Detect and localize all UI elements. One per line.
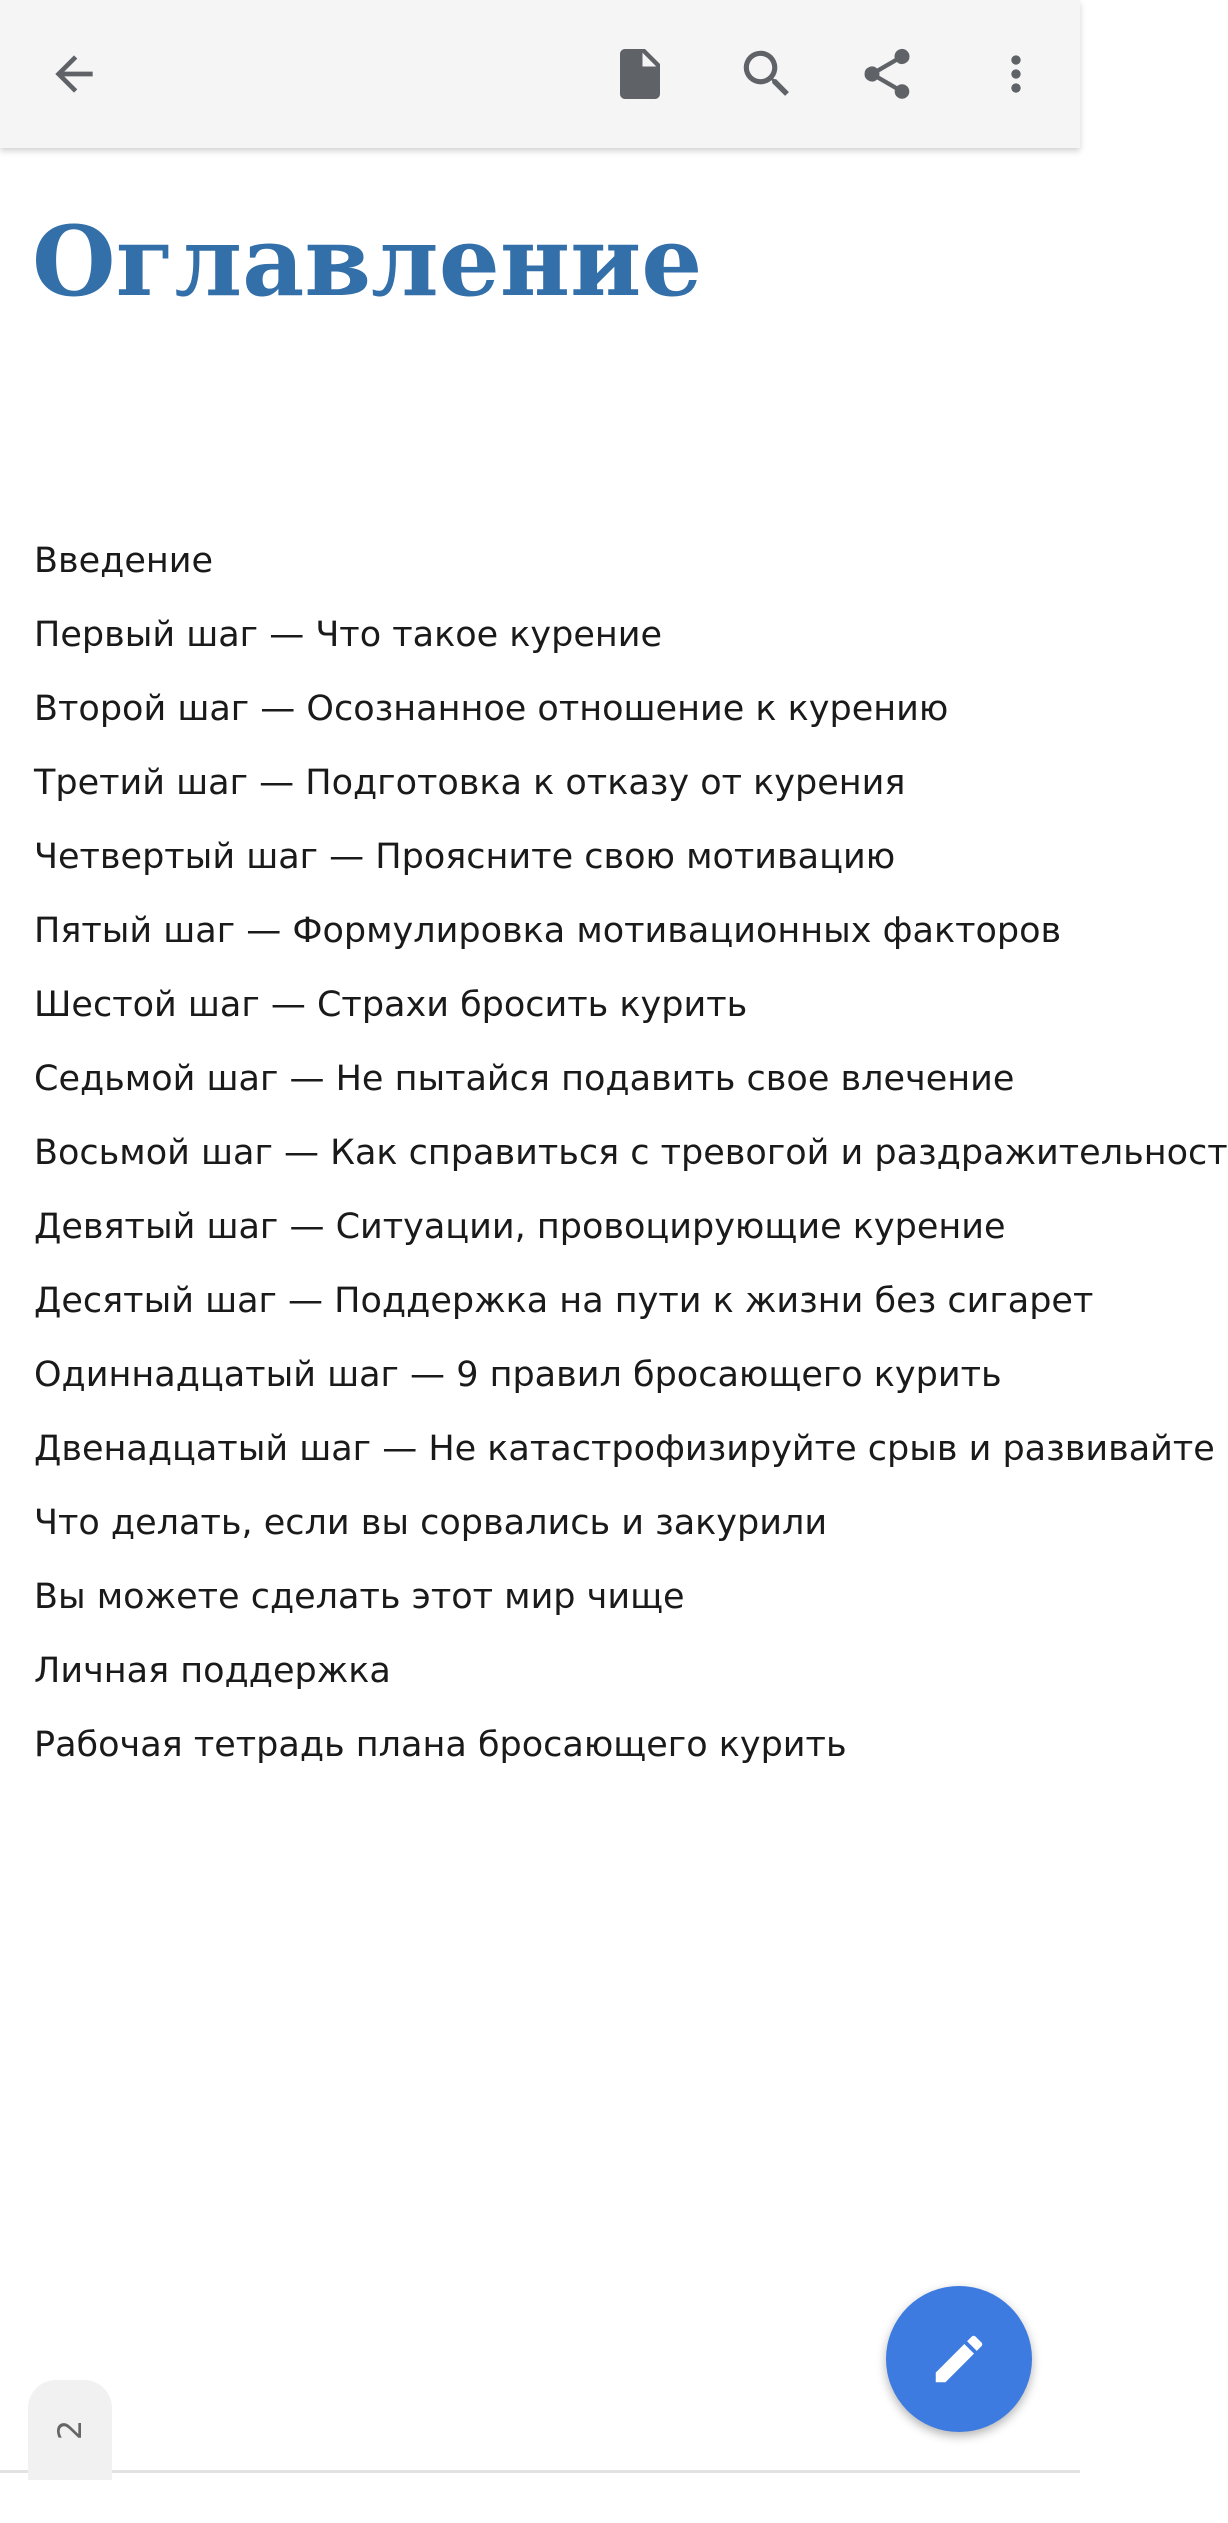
page-title: Оглавление bbox=[32, 205, 703, 318]
toc-item[interactable]: Первый шаг — Что такое курение bbox=[34, 615, 663, 655]
toc-item[interactable]: Введение bbox=[34, 541, 214, 581]
arrow-left-icon bbox=[46, 46, 102, 102]
share-button[interactable] bbox=[837, 24, 937, 124]
toc-item[interactable]: Четвертый шаг — Проясните свою мотивацию bbox=[34, 837, 896, 877]
search-icon bbox=[736, 43, 798, 105]
top-app-bar bbox=[0, 0, 1080, 148]
toc-item[interactable]: Второй шаг — Осознанное отношение к курению bbox=[34, 689, 949, 729]
bottom-edge-bar bbox=[0, 2470, 1080, 2523]
toc-item[interactable]: Пятый шаг — Формулировка мотивационных факторов bbox=[34, 911, 1062, 951]
document-icon bbox=[610, 44, 670, 104]
document-page[interactable] bbox=[0, 150, 1228, 2470]
toc-item[interactable]: Двенадцатый шаг — Не катастрофизируйте срыв и развивайте bbox=[34, 1429, 1215, 1469]
more-vertical-icon bbox=[988, 46, 1044, 102]
table-of-contents bbox=[34, 524, 1228, 1782]
toc-item[interactable]: Десятый шаг — Поддержка на пути к жизни без сигарет bbox=[34, 1281, 1094, 1321]
share-icon bbox=[857, 44, 917, 104]
pencil-icon bbox=[928, 2328, 990, 2390]
document-button[interactable] bbox=[590, 24, 690, 124]
page-number: 2 bbox=[50, 2419, 89, 2441]
more-options-button[interactable] bbox=[966, 24, 1066, 124]
toc-item[interactable]: Вы можете сделать этот мир чище bbox=[34, 1577, 685, 1617]
edit-fab-button[interactable] bbox=[886, 2286, 1032, 2432]
toc-item[interactable]: Одиннадцатый шаг — 9 правил бросающего курить bbox=[34, 1355, 1002, 1395]
toc-item[interactable]: Девятый шаг — Ситуации, провоцирующие курение bbox=[34, 1207, 1006, 1247]
toc-item[interactable]: Личная поддержка bbox=[34, 1651, 391, 1691]
page-indicator[interactable] bbox=[28, 2380, 112, 2480]
toc-item[interactable]: Рабочая тетрадь плана бросающего курить bbox=[34, 1725, 847, 1765]
toc-item[interactable]: Восьмой шаг — Как справиться с тревогой и раздражительност bbox=[34, 1133, 1228, 1173]
back-button[interactable] bbox=[24, 24, 124, 124]
search-button[interactable] bbox=[717, 24, 817, 124]
toc-item[interactable]: Шестой шаг — Страхи бросить курить bbox=[34, 985, 748, 1025]
toc-item[interactable]: Третий шаг — Подготовка к отказу от курения bbox=[34, 763, 906, 803]
toc-item[interactable]: Что делать, если вы сорвались и закурили bbox=[34, 1503, 828, 1543]
toc-item[interactable]: Седьмой шаг — Не пытайся подавить свое влечение bbox=[34, 1059, 1015, 1099]
